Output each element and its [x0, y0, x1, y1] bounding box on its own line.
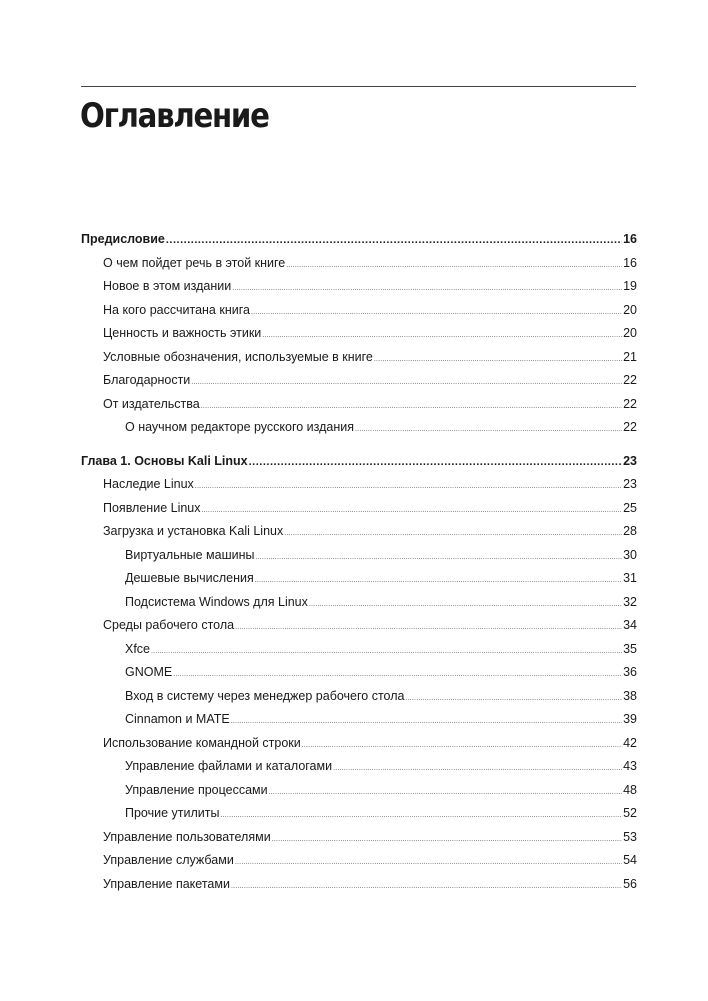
toc-entry-title: О чем пойдет речь в этой книге: [103, 255, 286, 270]
toc-entry[interactable]: [81, 346, 637, 370]
toc-page-number: 52: [623, 806, 637, 820]
dot-leader: [302, 732, 622, 758]
toc-entry-title: Ценность и важность этики: [103, 326, 262, 340]
toc-page-number: 16: [623, 255, 637, 270]
toc-entry[interactable]: [81, 873, 637, 897]
dot-leader: [249, 450, 622, 475]
toc-entry-title: Загрузка и установка Kali Linux: [103, 524, 284, 538]
toc-page-number: 23: [623, 453, 637, 468]
toc-chapter-entry[interactable]: [81, 450, 637, 474]
dot-leader: [166, 228, 622, 253]
toc-entry-title: GNOME: [125, 665, 173, 679]
dot-leader: [355, 416, 622, 442]
dot-leader: [201, 393, 622, 419]
toc-entry[interactable]: [81, 661, 637, 685]
dot-leader: [333, 755, 622, 781]
toc-entry[interactable]: [81, 638, 637, 662]
toc-entry-title: Виртуальные машины: [125, 547, 255, 562]
dot-leader: [286, 252, 622, 278]
toc-entry-title: Наследие Linux: [103, 477, 194, 491]
toc-entry-title: Использование командной строки: [103, 735, 301, 750]
toc-entry-title: О научном редакторе русского издания: [125, 420, 355, 434]
toc-page-number: 53: [623, 829, 637, 844]
toc-entry[interactable]: [81, 732, 637, 756]
toc-entry-title: Управление пакетами: [103, 876, 230, 891]
toc-entry[interactable]: [81, 591, 637, 615]
table-of-contents: [81, 228, 637, 896]
toc-entry[interactable]: [81, 779, 637, 803]
toc-entry[interactable]: [81, 849, 637, 873]
toc-page-number: 20: [623, 302, 637, 317]
dot-leader: [405, 685, 622, 711]
toc-entry-title: Условные обозначения, используемые в книге: [103, 349, 373, 364]
dot-leader: [255, 567, 622, 593]
toc-entry-title: Новое в этом издании: [103, 279, 232, 293]
toc-page-number: 20: [623, 326, 637, 340]
toc-page-number: 54: [623, 853, 637, 867]
dot-leader: [173, 661, 622, 687]
toc-entry-title: Подсистема Windows для Linux: [125, 594, 308, 609]
dot-leader: [256, 544, 623, 570]
page-title: Оглавление: [80, 96, 269, 136]
toc-entry-title: Управление файлами и каталогами: [125, 759, 333, 773]
toc-entry-title: Глава 1. Основы Kali Linux: [81, 453, 248, 468]
toc-entry-title: Cinnamon и MATE: [125, 712, 230, 726]
toc-page-number: 28: [623, 524, 637, 538]
toc-entry[interactable]: [81, 369, 637, 393]
toc-page-number: 30: [623, 547, 637, 562]
dot-leader: [235, 614, 622, 640]
toc-entry[interactable]: [81, 299, 637, 323]
dot-leader: [284, 520, 622, 546]
toc-entry[interactable]: [81, 544, 637, 568]
dot-leader: [151, 638, 622, 664]
toc-entry[interactable]: [81, 708, 637, 732]
toc-page-number: 35: [623, 641, 637, 656]
dot-leader: [231, 708, 622, 734]
toc-page-number: 48: [623, 782, 637, 797]
toc-page-number: 21: [623, 349, 637, 364]
toc-page-number: 34: [623, 618, 637, 632]
dot-leader: [231, 873, 622, 899]
toc-entry[interactable]: [81, 567, 637, 591]
dot-leader: [232, 275, 622, 301]
toc-page-number: 22: [623, 373, 637, 387]
top-rule: [81, 86, 636, 87]
toc-entry[interactable]: [81, 416, 637, 440]
toc-entry-title: На кого рассчитана книга: [103, 302, 250, 317]
toc-entry-title: Среды рабочего стола: [103, 618, 235, 632]
toc-entry[interactable]: [81, 685, 637, 709]
toc-page-number: 39: [623, 712, 637, 726]
dot-leader: [269, 779, 622, 805]
toc-entry-title: Управление процессами: [125, 782, 268, 797]
toc-entry-title: Появление Linux: [103, 500, 201, 515]
dot-leader: [374, 346, 622, 372]
toc-page-number: 19: [623, 279, 637, 293]
dot-leader: [309, 591, 622, 617]
toc-page-number: 31: [623, 571, 637, 585]
dot-leader: [251, 299, 622, 325]
toc-entry-title: Предисловие: [81, 232, 165, 246]
toc-page-number: 36: [623, 665, 637, 679]
toc-page-number: 16: [623, 232, 637, 246]
toc-entry[interactable]: [81, 322, 637, 346]
toc-page-number: 43: [623, 759, 637, 773]
toc-entry[interactable]: [81, 473, 637, 497]
toc-entry-title: Управление службами: [103, 853, 234, 867]
toc-entry-title: Управление пользователями: [103, 829, 271, 844]
toc-entry-title: Xfce: [125, 641, 151, 656]
dot-leader: [191, 369, 622, 395]
toc-entry-title: Дешевые вычисления: [125, 571, 254, 585]
toc-entry[interactable]: [81, 497, 637, 521]
toc-entry[interactable]: [81, 393, 637, 417]
toc-page-number: 32: [623, 594, 637, 609]
toc-page-number: 23: [623, 477, 637, 491]
toc-entry[interactable]: [81, 275, 637, 299]
toc-page-number: 22: [623, 420, 637, 434]
dot-leader: [272, 826, 622, 852]
dot-leader: [262, 322, 622, 348]
toc-page-number: 38: [623, 688, 637, 703]
toc-chapter-entry[interactable]: [81, 228, 637, 252]
toc-entry[interactable]: [81, 826, 637, 850]
toc-entry-title: От издательства: [103, 396, 200, 411]
dot-leader: [202, 497, 623, 523]
toc-page-number: 56: [623, 876, 637, 891]
dot-leader: [220, 802, 622, 828]
toc-page-number: 42: [623, 735, 637, 750]
toc-page-number: 25: [623, 500, 637, 515]
toc-entry[interactable]: [81, 755, 637, 779]
toc-entry[interactable]: [81, 520, 637, 544]
toc-entry[interactable]: [81, 802, 637, 826]
dot-leader: [235, 849, 622, 875]
dot-leader: [195, 473, 622, 499]
toc-entry[interactable]: [81, 614, 637, 638]
toc-entry-title: Вход в систему через менеджер рабочего стола: [125, 688, 405, 703]
toc-entry-title: Прочие утилиты: [125, 806, 220, 820]
toc-entry-title: Благодарности: [103, 373, 191, 387]
toc-entry[interactable]: [81, 252, 637, 276]
toc-page-number: 22: [623, 396, 637, 411]
